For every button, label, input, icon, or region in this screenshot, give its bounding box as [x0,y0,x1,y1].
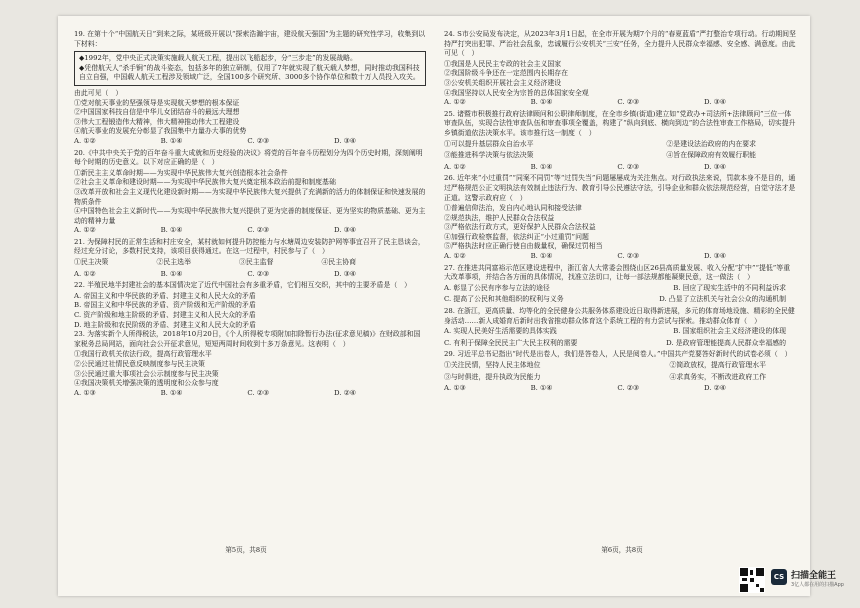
answer-choice: D. ③④ [333,136,356,145]
q25-options-row1 [444,140,796,150]
q21-stem: 21. 为保障村民的正常生活和村庄安全，某村就如何提升防控能力与水塘周边安装防护网等事宜召开了民主恳谈会，经过充分讨论，多数村民支持，该项目获得通过。在这一过程中，村民参与了（ ） [74,237,425,256]
q28-options-row1 [444,327,796,337]
answer-choice: D. ③④ [703,252,726,261]
q19-option: ③伟大工程锻造伟大精神，伟大精神推动伟大工程建设 [74,117,240,126]
answer-choice: C. ②③ [247,136,270,145]
q23-option: ④我国决策机关增强决策的透明度和公众参与度 [74,379,219,388]
q21-option: ③民主监督 [239,258,274,267]
q20-option: ②社会主义革命和建设时期——为实现中华民族伟大复兴奠定根本政治前提和制度基础 [74,178,336,187]
answer-choice: C. ②③ [247,226,270,235]
q21-option: ④民主协商 [321,258,356,267]
q20-answers [74,226,426,236]
q26-option: ③严格依法行政方式，更好保护人民群众合法权益 [444,223,596,232]
q22-option: A. 帝国主义和中华民族的矛盾、封建主义和人民大众的矛盾 [74,291,256,300]
q29-options-row1 [444,361,796,371]
q28-option: D. 是政府管理能提高人民群众幸福感的 [666,338,786,347]
q25-option: ②是建设法治政府的内在要求 [666,139,756,148]
q19-option: ①党对航天事业的坚强领导是实现航天梦想的根本保证 [74,98,240,107]
q21-option: ②民主选举 [156,258,191,267]
q29-option: ④求真务实，不断改进政府工作 [669,372,766,381]
exam-sheet [58,16,810,596]
answer-choice: C. ②③ [617,384,640,393]
q29-option: ②简政放权，提高行政管理水平 [669,361,766,369]
q26-option: ②规范执法，维护人民群众合法权益 [444,213,555,222]
q25-options-row2 [444,151,796,161]
q19-stem: 19. 在第十个“中国航天日”到来之际，某班级开展以“探索浩瀚宇宙，建设航天强国”为主题的研究性学习，收集到以下材料： [74,30,426,48]
q20-option: ①新民主主义革命时期——为实现中华民族伟大复兴创造根本社会条件 [74,168,288,177]
q29-stem: 29. 习近平总书记指出“时代是出卷人，我们是答卷人，人民是阅卷人。”中国共产党要答好新时代的试卷必须（ ） [444,350,792,359]
q19-option: ②中国国家科技自信是中华儿女团结奋斗的最远大理想 [74,108,240,117]
answer-choice: B. ①④ [530,252,553,261]
q25-option: ①可以提升基层群众自治水平 [444,139,534,148]
answer-choice: A. ①② [444,162,466,171]
q26-option: ⑤严格执法时应正确行使自由裁量权，确保过罚相当 [444,242,603,251]
q21-answers [74,270,426,280]
q22-stem: 22. 半殖民地半封建社会的基本国情决定了近代中国社会有多重矛盾，它们相互交织，其中的主要矛盾是（ ） [74,281,412,290]
page-number-right: 第6页，共8页 [601,546,643,554]
answer-choice: D. ③④ [703,162,726,171]
q29-option: ①关注民情，坚持人民主体地位 [444,361,541,369]
answer-choice: B. ①④ [160,226,183,235]
answer-choice: B. ①④ [530,98,553,107]
answer-choice: A. ①② [74,269,96,278]
answer-choice: A. ①③ [444,384,466,393]
answer-choice: C. ②③ [617,252,640,261]
q19-option: ④航天事业的发展充分彰显了我国集中力量办大事的优势 [74,127,247,136]
q29-option: ③与时俱进，提升执政为民能力 [444,372,541,381]
q19-material-line: ◆凭借航天人“杀手锏”的战斗姿态，包括多年的独立研制，仅用了7年就实现了航天载人梦想，同时推动我国科技自立自强，中国载人航天工程涉及领域广泛，全国100多个研究所、3000多个协作单位和数十万人员投入攻关。 [79,63,420,82]
camscanner-logo: CS [771,569,787,585]
q28-options-row2 [444,339,796,349]
answer-choice: C. ②③ [247,269,270,278]
q27-option: C. 提高了公民和其他组织的权利与义务 [444,295,564,304]
answer-choice: C. ②③ [617,98,640,107]
scanner-brand-tagline: 3亿人都在用的扫描App [791,582,844,588]
answer-choice: B. ①④ [160,388,183,397]
q21-option: ①民主决策 [74,258,109,267]
q25-option: ③能推进科学决策与依法决策 [444,151,534,160]
q23-answers [74,389,426,399]
q25-answers [444,163,796,173]
q23-option: ①我国行政机关依法行政，提高行政管理水平 [74,350,212,359]
answer-choice: A. ①② [444,98,466,107]
q29-options-row2 [444,373,796,383]
q23-stem: 23. 为落实新个人所得税法，2018年10月20日，《个人所得税专项附加扣除暂行办法(征求意见稿)》在财政部和国家税务总局网站，面向社会公开征求意见，短短两周时间收到十多万条意见。这表明（ ） [74,330,421,348]
q24-option: ②我国阶级斗争还在一定范围内长期存在 [444,69,569,78]
q27-option: B. 回应了现实生活中的不同利益诉求 [673,283,786,292]
q22-option: B. 帝国主义和中华民族的矛盾、资产阶级和无产阶级的矛盾 [74,301,256,310]
q27-stem: 27. 在推进共同富裕示范区建设进程中，浙江省人大常委会围绕山区26县高质量发展、收入分配“扩中”“提低”等重大改革事项，并结合各方面的具体情况，找准立法切口，让每一部法规都能凝聚民意，这一做法（ ） [444,263,791,282]
answer-choice: D. ②④ [333,388,356,397]
answer-choice: B. ①④ [530,384,553,393]
answer-choice: A. ①② [74,226,96,235]
answer-choice: A. ①② [74,136,96,145]
q28-option: C. 有利于保障全民民主广大民主权利的需要 [444,338,578,347]
q22-option: C. 资产阶级和地主阶级的矛盾、封建主义和人民大众的矛盾 [74,311,256,320]
answer-choice: C. ②③ [617,162,640,171]
q28-option: A. 实现人民美好生活需要的具体实践 [444,327,557,336]
q19-lead: 由此可见（ ） [74,88,123,97]
q27-option: D. 凸显了立法机关与社会公众的沟通机制 [659,295,786,304]
q24-option: ④我国坚持以人民安全为宗旨的总体国家安全观 [444,88,589,97]
answer-choice: D. ③④ [703,98,726,107]
answer-choice: D. ③④ [333,226,356,235]
q27-options-row1 [444,284,796,294]
q19-answers [74,137,426,147]
q20-option: ③改革开放和社会主义现代化建设新时期——为实现中华民族伟大复兴提供了充满新的活力的体制保证和快速发展的物质条件 [74,187,426,206]
answer-choice: D. ③④ [333,269,356,278]
q27-option: A. 彰显了公民有序参与立法的途径 [444,283,550,292]
q26-option: ①普遍信仰法治，发自内心地认同和接受法律 [444,204,582,213]
q23-option: ②公民通过社情民意反映制度参与民主决策 [74,360,205,368]
answer-choice: A. ①② [444,252,466,261]
q29-answers [444,384,796,394]
q28-option: B. 国家组织社会主义经济建设的体现 [673,327,786,336]
q23-option: ③公民通过重大事项社会公示制度参与民主决策 [74,369,219,378]
left-page [74,30,426,400]
q21-options [74,258,426,268]
page-number-left: 第5页，共8页 [225,546,267,554]
q20-option: ④中国特色社会主义新时代——为实现中华民族伟大复兴提供了更为完善的制度保证、更为坚实的物质基础、更为主动的精神力量 [74,207,426,225]
q20-stem: 20.《中共中央关于党的百年奋斗重大成就和历史经验的决议》将党的百年奋斗历程划分为四个历史时期，深刻阐明每个时期的历史意义。以下对应正确的是（ ） [74,148,423,167]
scanner-brand-name: 扫描全能王 [791,571,837,581]
q24-option: ③公安机关组织开展社会主义经济建设 [444,78,562,87]
q26-answers [444,252,796,262]
q26-stem: 26. 近年来“小过重罚”“同案不同罚”等“过罚失当”问题屡屡成为关注焦点。对行政执法来说，罚款本身不是目的，通过严格规范公正文明执法有效制止违法行为、教育引导公民遵法守法，引导企业和群众依法规范经营，自觉守法才是正道。这警示政府应（ ） [444,174,796,202]
answer-choice: B. ①④ [160,269,183,278]
right-page [444,30,796,396]
q26-option: ④加强行政检察监督，依法纠正“小过重罚”问题 [444,232,589,241]
q24-stem: 24. S市公安局发布决定，从2023年3月1日起，在全市开展为期7个月的“春夏蓝盾”严打整治专项行动。行动期间坚持严打突出犯罪、严治社会乱象，忠诚履行公安机关“三安”任务，全力提升人民群众幸福感、安全感、满意度。由此可见（ ） [444,30,796,58]
q24-option: ①我国是人民民主专政的社会主义国家 [444,59,562,68]
q27-options-row2 [444,295,796,305]
answer-choice: B. ①④ [160,136,183,145]
qr-code-icon [739,567,765,593]
q19-material-line: ◆1992年，党中央正式决策实施载人航天工程，提出以飞船起步，分“三步走”的发展战略。 [79,54,357,63]
q25-stem: 25. 诸暨市积极推行政府法律顾问和公职律师制度，在全市乡镇(街道)建立如“党政办+司法所+法律顾问”三位一体审查队伍，实现合法性审查队伍和审查事项全覆盖，构建了“纵向到底、横向到边”的合法性审查工作格局，切实提升乡镇街道依法决策水平。该市推行这一制度（ ） [444,109,796,137]
q19-material-box [74,51,426,86]
answer-choice: A. ①③ [74,388,96,397]
q28-stem: 28. 在浙江，更高质量、均等化的全民健身公共服务体系建设近日取得新进展，多元的体育场地设施、精彩的全民健身活动……新人成婚育后新时出我省推动群众体育这个系统工程的有力尝试与探索。推动群众体育（ ） [444,307,795,325]
answer-choice: B. ①④ [530,162,553,171]
answer-choice: C. ②③ [247,388,270,397]
q24-answers [444,98,796,108]
q25-option: ④旨在保障政府有效履行职能 [666,151,756,160]
answer-choice: D. ②④ [703,384,726,393]
q22-option: D. 地主阶级和农民阶级的矛盾、封建主义和人民大众的矛盾 [74,320,256,329]
